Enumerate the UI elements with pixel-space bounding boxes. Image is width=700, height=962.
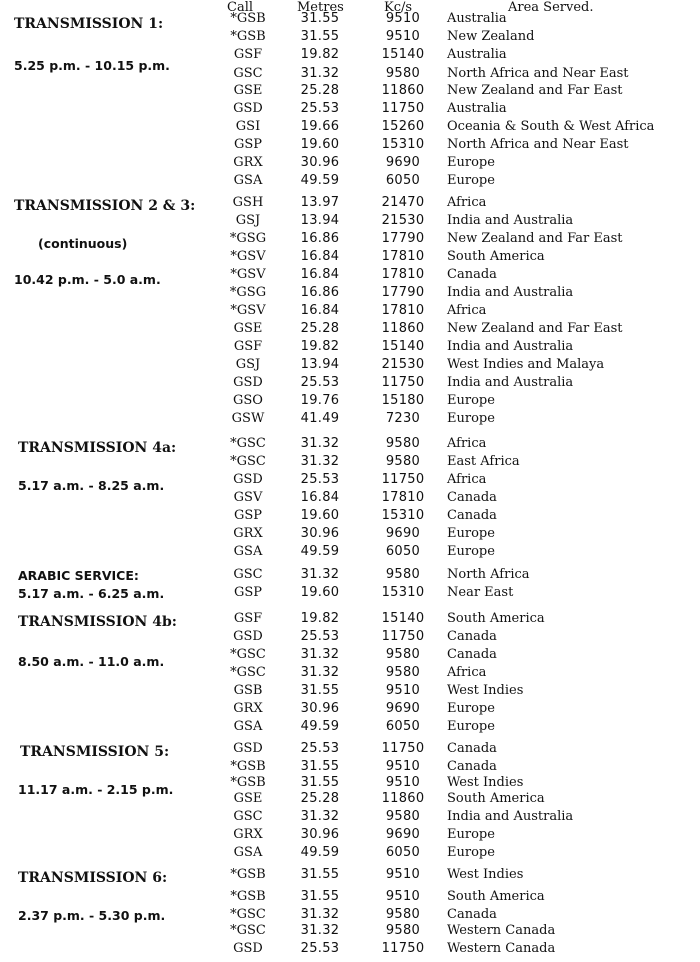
metres-value: 25.53 <box>300 941 340 956</box>
call-sign: GRX <box>233 827 263 842</box>
table-row <box>0 718 700 736</box>
table-row <box>0 525 700 543</box>
kcs-value: 11860 <box>381 321 425 336</box>
table-row <box>0 940 700 958</box>
kcs-value: 9510 <box>385 11 421 26</box>
kcs-value: 15140 <box>381 611 425 626</box>
kcs-value: 17810 <box>381 303 425 318</box>
call-sign: GSW <box>231 411 265 426</box>
area-served: Canada <box>447 741 497 756</box>
metres-value: 41.49 <box>300 411 340 426</box>
kcs-value: 9510 <box>385 759 421 774</box>
transmission-time: 5.17 a.m. - 8.25 a.m. <box>18 478 165 493</box>
kcs-value: 11750 <box>381 101 425 116</box>
table-row <box>0 888 700 906</box>
table-row <box>0 154 700 172</box>
metres-value: 31.55 <box>300 889 340 904</box>
kcs-value: 6050 <box>385 845 421 860</box>
area-served: Europe <box>447 845 495 860</box>
metres-value: 19.76 <box>300 393 340 408</box>
kcs-value: 11750 <box>381 741 425 756</box>
area-served: South America <box>447 249 545 264</box>
area-served: Europe <box>447 173 495 188</box>
call-sign: GSA <box>233 719 263 734</box>
table-row <box>0 338 700 356</box>
metres-value: 31.32 <box>300 567 340 582</box>
kcs-value: 9580 <box>385 907 421 922</box>
call-sign: *GSB <box>230 29 266 44</box>
metres-value: 49.59 <box>300 719 340 734</box>
area-served: Western Canada <box>447 923 556 938</box>
metres-value: 19.82 <box>300 339 340 354</box>
table-row <box>0 320 700 338</box>
call-sign: GSD <box>233 629 263 644</box>
area-served: Africa <box>447 195 487 210</box>
area-served: West Indies <box>447 867 524 882</box>
table-row <box>0 740 700 758</box>
metres-value: 25.28 <box>300 791 340 806</box>
metres-value: 16.84 <box>300 249 340 264</box>
kcs-value: 11750 <box>381 472 425 487</box>
kcs-value: 15310 <box>381 137 425 152</box>
kcs-value: 9510 <box>385 867 421 882</box>
metres-value: 31.32 <box>300 436 340 451</box>
call-sign: GSF <box>233 339 263 354</box>
metres-value: 31.55 <box>300 759 340 774</box>
call-sign: *GSC <box>230 907 266 922</box>
metres-value: 16.86 <box>300 231 340 246</box>
kcs-value: 9690 <box>385 155 421 170</box>
area-served: Canada <box>447 647 497 662</box>
area-served: South America <box>447 611 545 626</box>
metres-value: 13.94 <box>300 213 340 228</box>
transmission-time: ARABIC SERVICE: <box>18 568 139 583</box>
table-row <box>0 410 700 428</box>
metres-value: 25.53 <box>300 629 340 644</box>
area-served: Canada <box>447 490 497 505</box>
kcs-value: 21530 <box>381 357 425 372</box>
transmission-time: 5.25 p.m. - 10.15 p.m. <box>14 58 170 73</box>
area-served: Canada <box>447 267 497 282</box>
kcs-value: 9510 <box>385 683 421 698</box>
kcs-value: 9510 <box>385 889 421 904</box>
metres-value: 19.66 <box>300 119 340 134</box>
metres-value: 19.60 <box>300 508 340 523</box>
table-row <box>0 700 700 718</box>
table-row <box>0 374 700 392</box>
table-row <box>0 922 700 940</box>
area-served: Europe <box>447 719 495 734</box>
call-sign: *GSV <box>230 267 266 282</box>
kcs-value: 9510 <box>385 775 421 790</box>
area-header: Area Served. <box>508 0 594 15</box>
metres-value: 13.94 <box>300 357 340 372</box>
area-served: West Indies <box>447 775 524 790</box>
metres-value: 19.60 <box>300 585 340 600</box>
area-served: Europe <box>447 544 495 559</box>
area-served: New Zealand and Far East <box>447 83 623 98</box>
metres-value: 25.53 <box>300 375 340 390</box>
kcs-value: 11750 <box>381 375 425 390</box>
kcs-value: 17790 <box>381 285 425 300</box>
area-served: Canada <box>447 907 497 922</box>
kcs-value: 17810 <box>381 490 425 505</box>
area-served: India and Australia <box>447 213 574 228</box>
call-sign: GSB <box>233 683 263 698</box>
metres-value: 31.55 <box>300 29 340 44</box>
call-sign: *GSV <box>230 303 266 318</box>
transmission-time: 8.50 a.m. - 11.0 a.m. <box>18 654 165 669</box>
table-row <box>0 646 700 664</box>
kcs-value: 9510 <box>385 29 421 44</box>
table-row <box>0 566 700 584</box>
area-served: Europe <box>447 526 495 541</box>
metres-value: 30.96 <box>300 827 340 842</box>
kcs-value: 9580 <box>385 454 421 469</box>
call-sign: *GSV <box>230 249 266 264</box>
table-row <box>0 10 700 28</box>
call-sign: GSI <box>235 119 261 134</box>
area-served: Canada <box>447 629 497 644</box>
call-sign: GSD <box>233 101 263 116</box>
metres-value: 16.84 <box>300 267 340 282</box>
call-sign: GSD <box>233 941 263 956</box>
call-sign: GSV <box>233 490 263 505</box>
call-sign: GSD <box>233 375 263 390</box>
area-served: West Indies <box>447 683 524 698</box>
table-row <box>0 628 700 646</box>
kcs-value: 9690 <box>385 701 421 716</box>
call-sign: *GSC <box>230 923 266 938</box>
kcs-value: 6050 <box>385 719 421 734</box>
call-sign: GSE <box>233 791 263 806</box>
metres-value: 31.55 <box>300 683 340 698</box>
metres-header: Metres <box>297 0 344 15</box>
area-served: Europe <box>447 393 495 408</box>
kcs-value: 15140 <box>381 47 425 62</box>
transmission-title: TRANSMISSION 4a: <box>18 440 177 456</box>
metres-value: 30.96 <box>300 526 340 541</box>
area-served: India and Australia <box>447 285 574 300</box>
area-served: West Indies and Malaya <box>447 357 605 372</box>
table-row <box>0 172 700 190</box>
metres-value: 31.32 <box>300 647 340 662</box>
kcs-value: 6050 <box>385 544 421 559</box>
metres-value: 30.96 <box>300 155 340 170</box>
table-row <box>0 507 700 525</box>
kcs-value: 15310 <box>381 508 425 523</box>
metres-value: 16.84 <box>300 490 340 505</box>
call-sign: *GSC <box>230 436 266 451</box>
call-sign: GSD <box>233 472 263 487</box>
metres-value: 49.59 <box>300 845 340 860</box>
kcs-value: 9580 <box>385 809 421 824</box>
metres-value: 31.32 <box>300 454 340 469</box>
call-sign: *GSB <box>230 775 266 790</box>
transmission-title: TRANSMISSION 4b: <box>18 614 177 630</box>
kcs-header: Kc/s <box>384 0 413 15</box>
table-row <box>0 392 700 410</box>
call-sign: GSE <box>233 321 263 336</box>
area-served: Europe <box>447 827 495 842</box>
area-served: Australia <box>447 101 507 116</box>
call-sign: *GSB <box>230 889 266 904</box>
area-served: New Zealand and Far East <box>447 321 623 336</box>
transmission-time: (continuous) <box>38 236 128 251</box>
table-row <box>0 82 700 100</box>
table-row <box>0 65 700 83</box>
table-row <box>0 453 700 471</box>
call-sign: *GSG <box>229 285 267 300</box>
kcs-value: 21470 <box>381 195 425 210</box>
table-row <box>0 100 700 118</box>
metres-value: 31.32 <box>300 923 340 938</box>
area-served: Europe <box>447 155 495 170</box>
table-row <box>0 212 700 230</box>
area-served: South America <box>447 791 545 806</box>
metres-value: 19.60 <box>300 137 340 152</box>
table-row <box>0 28 700 46</box>
area-served: India and Australia <box>447 339 574 354</box>
area-served: Africa <box>447 665 487 680</box>
transmission-title: TRANSMISSION 2 & 3: <box>14 198 196 214</box>
table-row <box>0 266 700 284</box>
call-sign: *GSC <box>230 665 266 680</box>
kcs-value: 7230 <box>385 411 421 426</box>
kcs-value: 17790 <box>381 231 425 246</box>
metres-value: 16.86 <box>300 285 340 300</box>
call-sign: GSC <box>233 66 263 81</box>
metres-value: 19.82 <box>300 47 340 62</box>
kcs-value: 9580 <box>385 647 421 662</box>
kcs-value: 9580 <box>385 923 421 938</box>
call-sign: GSO <box>233 393 263 408</box>
table-row <box>0 682 700 700</box>
table-row <box>0 844 700 862</box>
table-row <box>0 435 700 453</box>
kcs-value: 9580 <box>385 66 421 81</box>
metres-value: 49.59 <box>300 544 340 559</box>
kcs-value: 15180 <box>381 393 425 408</box>
kcs-value: 21530 <box>381 213 425 228</box>
call-sign: *GSG <box>229 231 267 246</box>
metres-value: 30.96 <box>300 701 340 716</box>
kcs-value: 11750 <box>381 629 425 644</box>
table-row <box>0 866 700 884</box>
call-sign: *GSC <box>230 647 266 662</box>
table-row <box>0 610 700 628</box>
area-served: Oceania & South & West Africa <box>447 119 655 134</box>
call-sign: GSJ <box>235 213 261 228</box>
metres-value: 31.55 <box>300 867 340 882</box>
metres-value: 49.59 <box>300 173 340 188</box>
area-served: Near East <box>447 585 514 600</box>
table-row <box>0 46 700 64</box>
metres-value: 25.53 <box>300 741 340 756</box>
call-sign: GRX <box>233 526 263 541</box>
area-served: Europe <box>447 701 495 716</box>
metres-value: 25.53 <box>300 472 340 487</box>
table-row <box>0 194 700 212</box>
area-served: East Africa <box>447 454 520 469</box>
call-sign: GRX <box>233 155 263 170</box>
table-row <box>0 584 700 602</box>
kcs-value: 17810 <box>381 267 425 282</box>
transmission-time: 2.37 p.m. - 5.30 p.m. <box>18 908 166 923</box>
area-served: Canada <box>447 759 497 774</box>
call-sign: GSC <box>233 567 263 582</box>
metres-value: 25.28 <box>300 321 340 336</box>
area-served: India and Australia <box>447 375 574 390</box>
table-row <box>0 664 700 682</box>
table-row <box>0 489 700 507</box>
transmission-title: TRANSMISSION 1: <box>14 16 164 32</box>
metres-value: 16.84 <box>300 303 340 318</box>
table-row <box>0 284 700 302</box>
area-served: Australia <box>447 47 507 62</box>
table-row <box>0 543 700 561</box>
kcs-value: 15140 <box>381 339 425 354</box>
area-served: Canada <box>447 508 497 523</box>
call-sign: *GSB <box>230 11 266 26</box>
area-served: North Africa and Near East <box>447 66 629 81</box>
kcs-value: 15310 <box>381 585 425 600</box>
metres-value: 13.97 <box>300 195 340 210</box>
transmission-time: 5.17 a.m. - 6.25 a.m. <box>18 586 165 601</box>
kcs-value: 11750 <box>381 941 425 956</box>
metres-value: 25.53 <box>300 101 340 116</box>
call-sign: GSJ <box>235 357 261 372</box>
area-served: New Zealand <box>447 29 535 44</box>
metres-value: 31.32 <box>300 665 340 680</box>
transmission-title: TRANSMISSION 6: <box>18 870 168 886</box>
metres-value: 19.82 <box>300 611 340 626</box>
transmission-time: 11.17 a.m. - 2.15 p.m. <box>18 782 174 797</box>
area-served: Africa <box>447 303 487 318</box>
area-served: Europe <box>447 411 495 426</box>
call-sign: *GSB <box>230 867 266 882</box>
area-served: North Africa <box>447 567 530 582</box>
call-sign: GSA <box>233 544 263 559</box>
call-sign: GSP <box>233 508 263 523</box>
kcs-value: 9690 <box>385 526 421 541</box>
transmission-time: 10.42 p.m. - 5.0 a.m. <box>14 272 161 287</box>
table-row <box>0 826 700 844</box>
kcs-value: 17810 <box>381 249 425 264</box>
kcs-value: 9580 <box>385 436 421 451</box>
area-served: Western Canada <box>447 941 556 956</box>
kcs-value: 6050 <box>385 173 421 188</box>
call-sign: GSD <box>233 741 263 756</box>
call-sign: GSA <box>233 173 263 188</box>
table-row <box>0 118 700 136</box>
call-sign: GSC <box>233 809 263 824</box>
table-row <box>0 790 700 808</box>
metres-value: 31.32 <box>300 809 340 824</box>
table-row <box>0 471 700 489</box>
call-sign: GRX <box>233 701 263 716</box>
metres-value: 31.32 <box>300 907 340 922</box>
call-sign: GSF <box>233 611 263 626</box>
area-served: South America <box>447 889 545 904</box>
area-served: North Africa and Near East <box>447 137 629 152</box>
kcs-value: 9690 <box>385 827 421 842</box>
table-row <box>0 356 700 374</box>
table-row <box>0 248 700 266</box>
kcs-value: 9580 <box>385 567 421 582</box>
call-sign: *GSC <box>230 454 266 469</box>
metres-value: 31.32 <box>300 66 340 81</box>
area-served: New Zealand and Far East <box>447 231 623 246</box>
transmission-title: TRANSMISSION 5: <box>20 744 170 760</box>
kcs-value: 11860 <box>381 791 425 806</box>
kcs-value: 11860 <box>381 83 425 98</box>
kcs-value: 15260 <box>381 119 425 134</box>
area-served: Australia <box>447 11 507 26</box>
call-sign: GSE <box>233 83 263 98</box>
metres-value: 31.55 <box>300 11 340 26</box>
area-served: India and Australia <box>447 809 574 824</box>
kcs-value: 9580 <box>385 665 421 680</box>
table-row <box>0 136 700 154</box>
area-served: Africa <box>447 436 487 451</box>
call-sign: *GSB <box>230 759 266 774</box>
metres-value: 31.55 <box>300 775 340 790</box>
table-row <box>0 302 700 320</box>
call-sign: GSA <box>233 845 263 860</box>
metres-value: 25.28 <box>300 83 340 98</box>
call-sign: GSP <box>233 585 263 600</box>
area-served: Africa <box>447 472 487 487</box>
call-sign: GSF <box>233 47 263 62</box>
call-sign: GSH <box>232 195 264 210</box>
table-row <box>0 808 700 826</box>
table-row <box>0 230 700 248</box>
call-sign: GSP <box>233 137 263 152</box>
call-header: Call <box>227 0 254 15</box>
